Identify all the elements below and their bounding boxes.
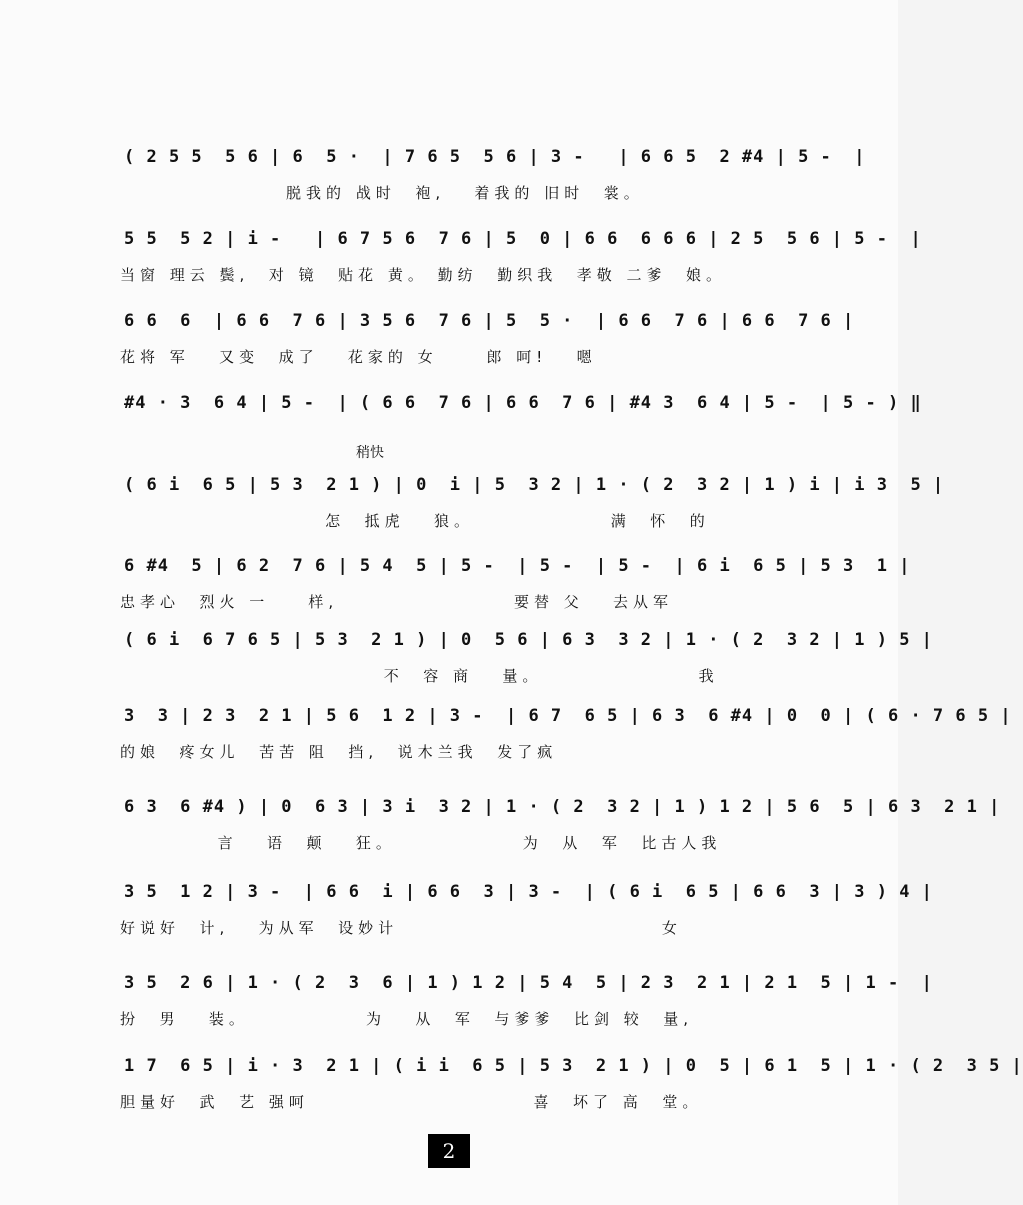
music-system-4 (0, 386, 922, 478)
notation-line: 5 5 5 2 | i - | 6 7 5 6 7 6 | 5 0 | 6 6 6 6 6 | 2 5 5 6 | 5 - | (124, 229, 922, 249)
notation-line: 3 5 1 2 | 3 - | 6 6 i | 6 6 3 | 3 - | ( 6 i 6 5 | 6 6 3 | 3 ) 4 | (124, 882, 933, 902)
music-system-3 (0, 304, 898, 396)
notation-line: ( 6 i 6 5 | 5 3 2 1 ) | 0 i | 5 3 2 | 1 · ( 2 3 2 | 1 ) i | i 3 5 | (124, 475, 945, 495)
lyrics-line: 不 容 商 量。 我 (120, 667, 719, 685)
lyrics-line: 的娘 疼女儿 苦苦 阻 挡, 说木兰我 发了疯 (120, 743, 558, 761)
notation-line: ( 2 5 5 5 6 | 6 5 · | 7 6 5 5 6 | 3 - | 6 6 5 2 #4 | 5 - | (124, 147, 866, 167)
page-number: 2 (428, 1134, 470, 1168)
music-system-12 (0, 1049, 1023, 1141)
notation-line: 6 3 6 #4 ) | 0 6 3 | 3 i 3 2 | 1 · ( 2 3 2 | 1 ) 1 2 | 5 6 5 | 6 3 2 1 | (124, 797, 1001, 817)
music-system-10 (0, 875, 933, 967)
music-system-9 (0, 790, 1001, 882)
notation-line: 6 6 6 | 6 6 7 6 | 3 5 6 7 6 | 5 5 · | 6 6 7 6 | 6 6 7 6 | (124, 311, 855, 331)
notation-line: 1 7 6 5 | i · 3 2 1 | ( i i 6 5 | 5 3 2 1 ) | 0 5 | 6 1 5 | 1 · ( 2 3 5 | (124, 1056, 1023, 1076)
notation-line: 6 #4 5 | 6 2 7 6 | 5 4 5 | 5 - | 5 - | 5 - | 6 i 6 5 | 5 3 1 | (124, 556, 911, 576)
tempo-marking: 稍快 (0, 445, 385, 461)
lyrics-line: 脱我的 战时 袍, 着我的 旧时 裳。 (120, 184, 644, 202)
notation-line: 3 5 2 6 | 1 · ( 2 3 6 | 1 ) 1 2 | 5 4 5 | 2 3 2 1 | 2 1 5 | 1 - | (124, 973, 933, 993)
notation-line: #4 · 3 6 4 | 5 - | ( 6 6 7 6 | 6 6 7 6 | #4 3 6 4 | 5 - | 5 - ) ‖ (124, 393, 922, 413)
lyrics-line: 胆量好 武 艺 强呵 喜 坏了 高 堂。 (120, 1093, 703, 1111)
notation-line: 3 3 | 2 3 2 1 | 5 6 1 2 | 3 - | 6 7 6 5 | 6 3 6 #4 | 0 0 | ( 6 · 7 6 5 | (124, 706, 1012, 726)
music-system-5 (0, 445, 945, 560)
lyrics-line: 言 语 颠 狂。 为 从 军 比古人我 (120, 834, 722, 852)
music-system-11 (0, 966, 933, 1058)
music-system-8 (0, 699, 1012, 791)
lyrics-line: 当窗 理云 鬓, 对 镜 贴花 黄。 勤纺 勤织我 孝敬 二爹 娘。 (120, 266, 727, 284)
lyrics-line: 扮 男 装。 为 从 军 与爹爹 比剑 较 量, (120, 1010, 694, 1028)
music-system-1 (0, 140, 898, 232)
music-system-2 (0, 222, 922, 314)
notation-line: ( 6 i 6 7 6 5 | 5 3 2 1 ) | 0 5 6 | 6 3 3 2 | 1 · ( 2 3 2 | 1 ) 5 | (124, 630, 933, 650)
lyrics-line: 怎 抵虎 狼。 满 怀 的 (120, 512, 710, 530)
lyrics-line: 花将 军 又变 成了 花家的 女 郎 呵! 嗯 (120, 348, 597, 366)
lyrics-line: 忠孝心 烈火 一 样, 要替 父 去从军 (120, 593, 674, 611)
lyrics-line: 好说好 计, 为从军 设妙计 女 (120, 919, 682, 937)
